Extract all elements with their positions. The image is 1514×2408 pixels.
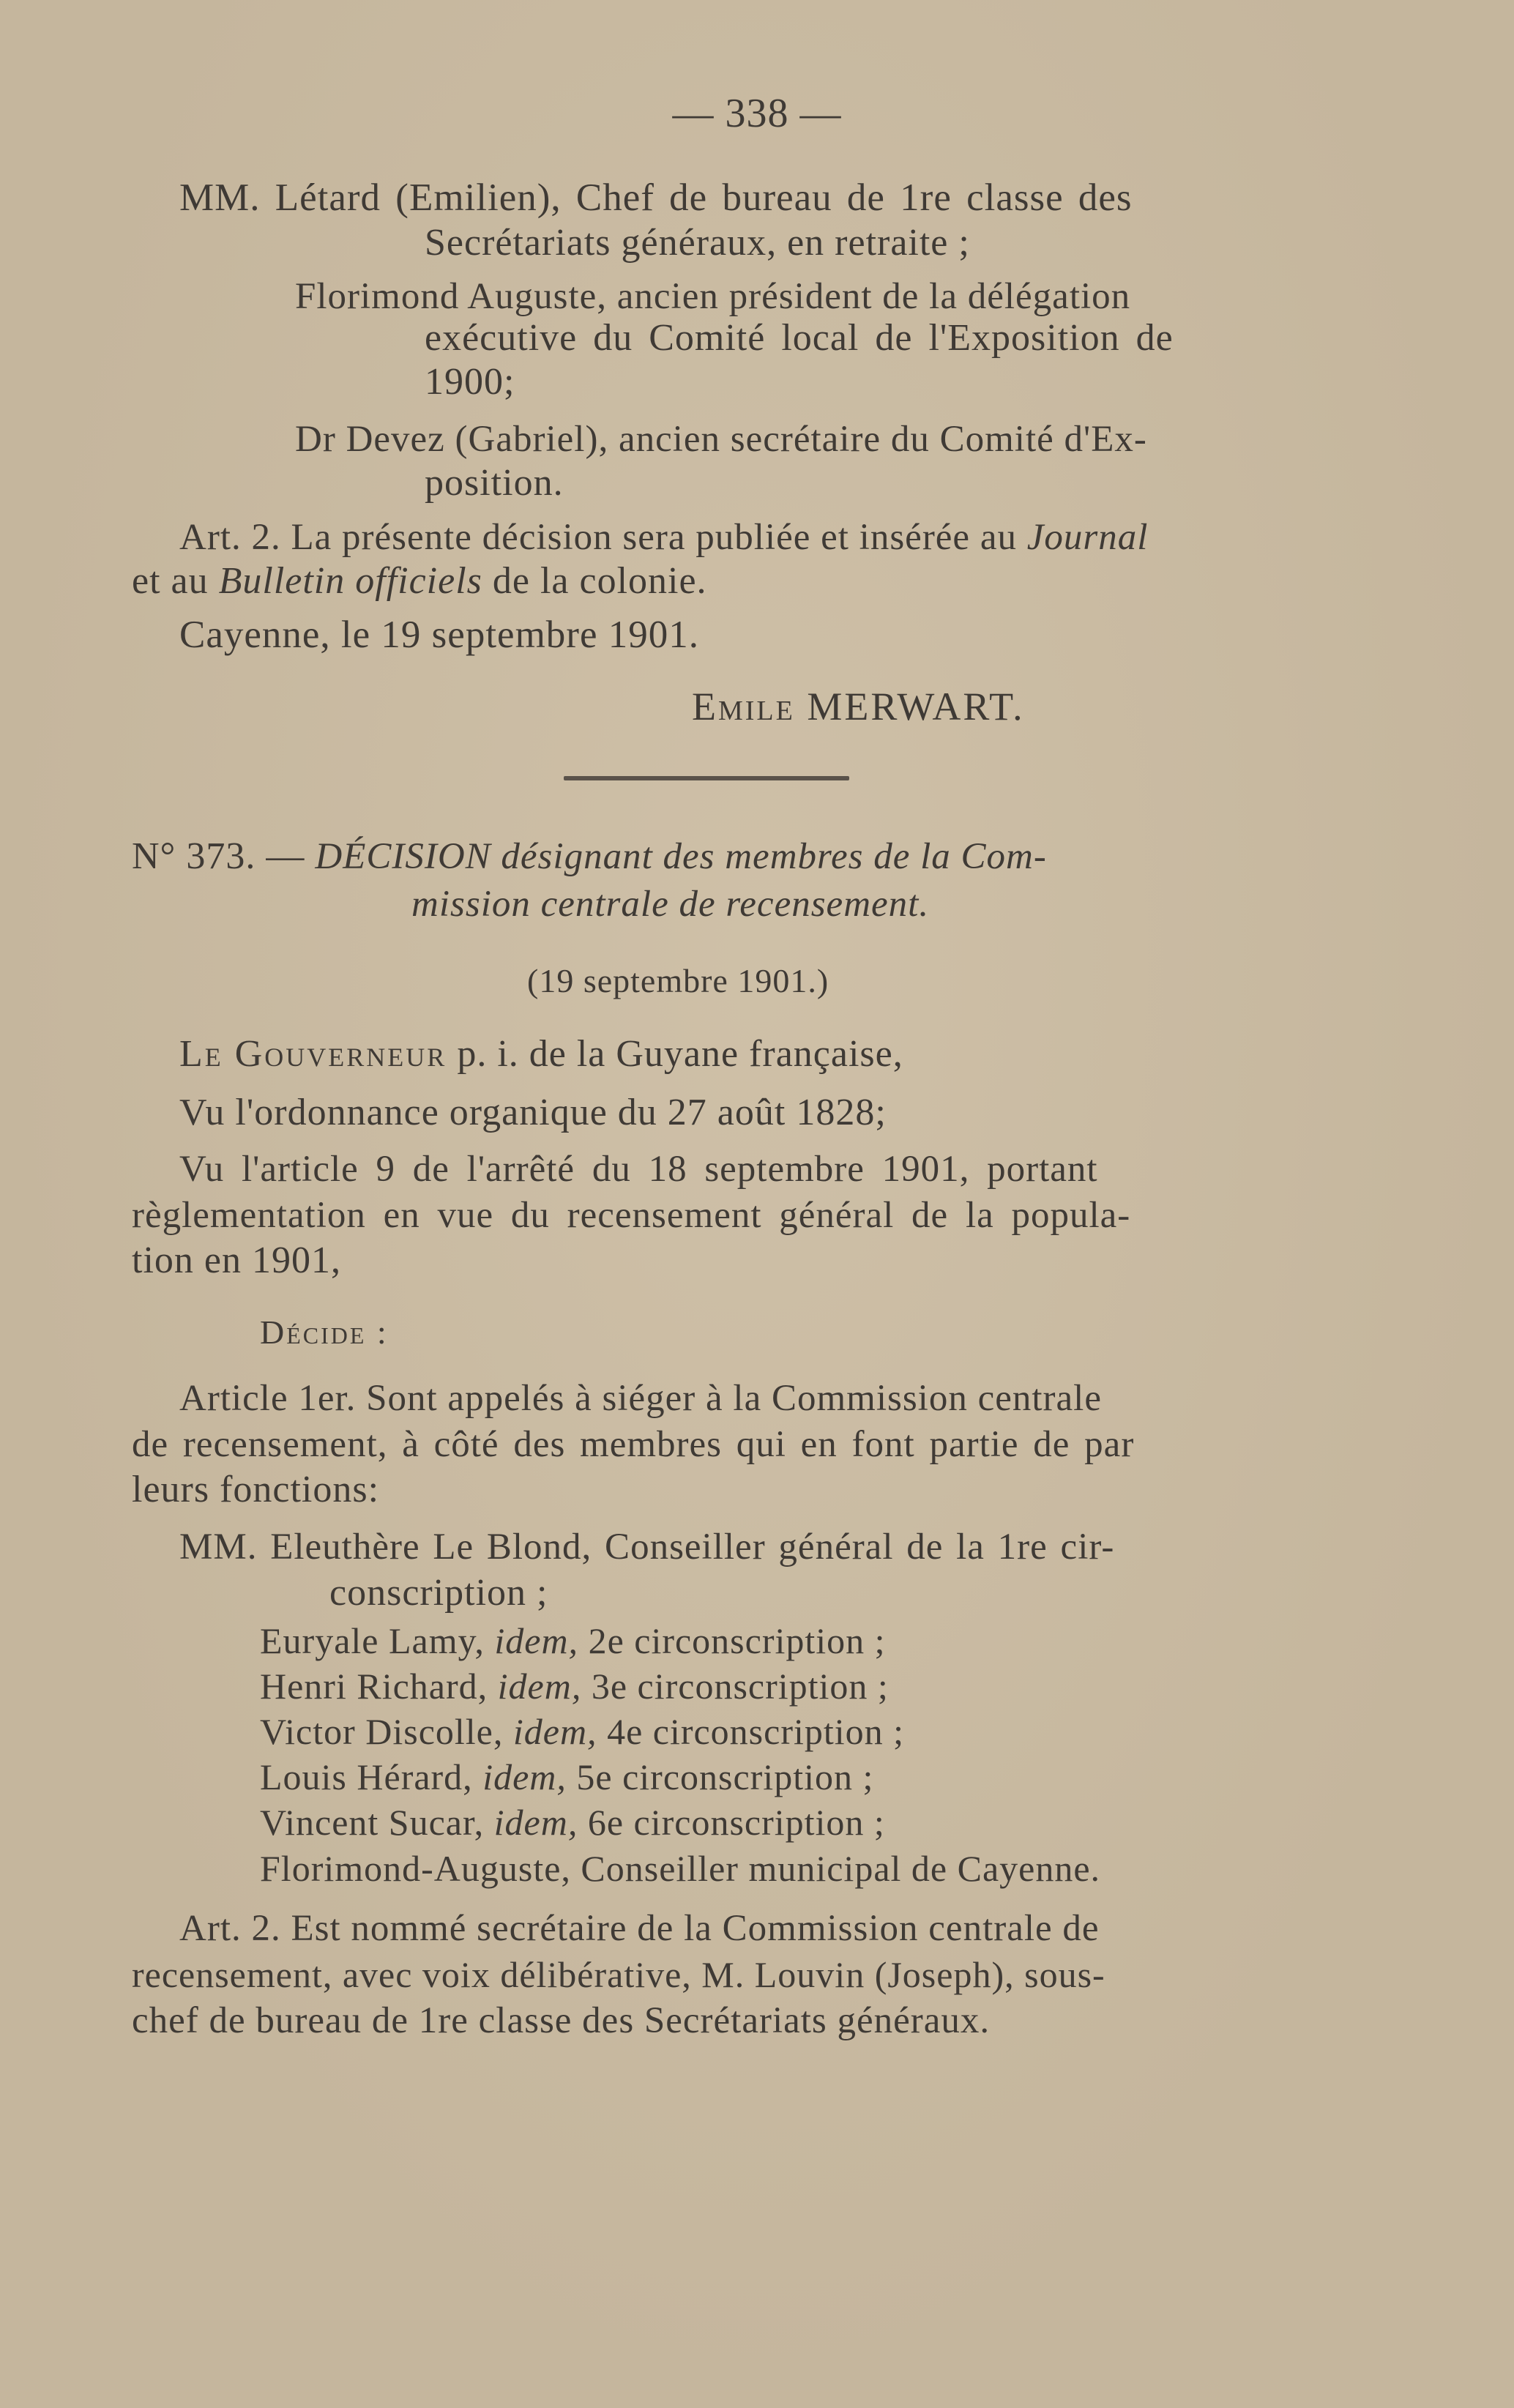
text-segment: Art. 2. La présente décision sera publiée et insérée au: [179, 517, 1017, 558]
text-line: règlementation en vue du recensement général de la popula-: [132, 1195, 1131, 1236]
decision-heading: [132, 835, 1047, 879]
idem: idem,: [497, 1666, 582, 1707]
idem: idem,: [493, 1802, 578, 1843]
text-segment: et au: [132, 560, 209, 602]
text-line: position.: [425, 462, 564, 504]
dateline: Cayenne, le 19 septembre 1901.: [179, 614, 699, 656]
text-line: tion en 1901,: [132, 1240, 341, 1281]
text-line: de recensement, à côté des membres qui en font partie de par: [132, 1424, 1135, 1465]
text-line: Dr Devez (Gabriel), ancien secrétaire du Comité d'Ex-: [295, 419, 1147, 460]
text-line: [132, 559, 707, 603]
bulletin-title: Bulletin officiels: [218, 560, 482, 602]
member-name: Louis Hérard,: [260, 1756, 473, 1797]
journal-title: Journal: [1026, 517, 1149, 558]
section-divider: [564, 776, 849, 780]
text-line: Article 1er. Sont appelés à siéger à la Commission centrale: [179, 1378, 1102, 1419]
idem: idem,: [494, 1620, 579, 1661]
circonscription: 2e circonscription ;: [588, 1620, 886, 1661]
text-line: Florimond-Auguste, Conseiller municipal de Cayenne.: [260, 1848, 1101, 1889]
idem: idem,: [482, 1756, 567, 1797]
member-name: Euryale Lamy,: [260, 1620, 485, 1661]
text-line: MM. Eleuthère Le Blond, Conseiller général de la 1re cir-: [179, 1527, 1115, 1568]
member-name: Vincent Sucar,: [260, 1802, 485, 1843]
circonscription: 6e circonscription ;: [587, 1802, 885, 1843]
idem: idem,: [512, 1711, 597, 1752]
member-line: [260, 1755, 873, 1799]
text-line: Florimond Auguste, ancien président de la délégation: [295, 276, 1131, 317]
signature: Emile MERWART.: [692, 685, 1025, 728]
member-name: Henri Richard,: [260, 1666, 488, 1707]
governor-line: [179, 1032, 903, 1076]
text-segment: de la colonie.: [492, 560, 707, 602]
circonscription: 5e circonscription ;: [576, 1756, 874, 1797]
text-line: Vu l'ordonnance organique du 27 août 1828;: [179, 1092, 887, 1133]
page-number: — 338 —: [672, 91, 842, 136]
member-line: [260, 1619, 886, 1663]
decision-number: N° 373. —: [132, 835, 305, 877]
member-line: [260, 1664, 889, 1708]
text-line: conscription ;: [329, 1572, 548, 1614]
text-line: exécutive du Comité local de l'Exposition de: [425, 317, 1174, 359]
text-line: Art. 2. Est nommé secrétaire de la Commission centrale de: [179, 1908, 1100, 1949]
decision-date: (19 septembre 1901.): [527, 962, 829, 999]
decide-label: Décide :: [260, 1313, 389, 1351]
member-line: [260, 1710, 904, 1753]
text-line: chef de bureau de 1re classe des Secrétariats généraux.: [132, 2000, 991, 2041]
member-name: Victor Discolle,: [260, 1711, 504, 1752]
text-line: Vu l'article 9 de l'arrêté du 18 septembre 1901, portant: [179, 1149, 1098, 1190]
governor-label: Le Gouverneur: [179, 1033, 447, 1075]
text-line: recensement, avec voix délibérative, M. Louvin (Joseph), sous-: [132, 1954, 1105, 1995]
text-line: MM. Létard (Emilien), Chef de bureau de 1re classe des: [179, 176, 1133, 219]
text-line: [179, 515, 1148, 559]
member-line: [260, 1800, 885, 1844]
text-line: leurs fonctions:: [132, 1469, 380, 1510]
text-segment: p. i. de la Guyane française,: [457, 1033, 903, 1075]
decision-title-cont: mission centrale de recensement.: [411, 884, 930, 925]
text-line: 1900;: [425, 361, 515, 403]
decision-title: DÉCISION désignant des membres de la Com-: [315, 836, 1047, 877]
circonscription: 4e circonscription ;: [607, 1711, 905, 1752]
text-line: Secrétariats généraux, en retraite ;: [425, 222, 970, 264]
circonscription: 3e circonscription ;: [591, 1666, 889, 1707]
